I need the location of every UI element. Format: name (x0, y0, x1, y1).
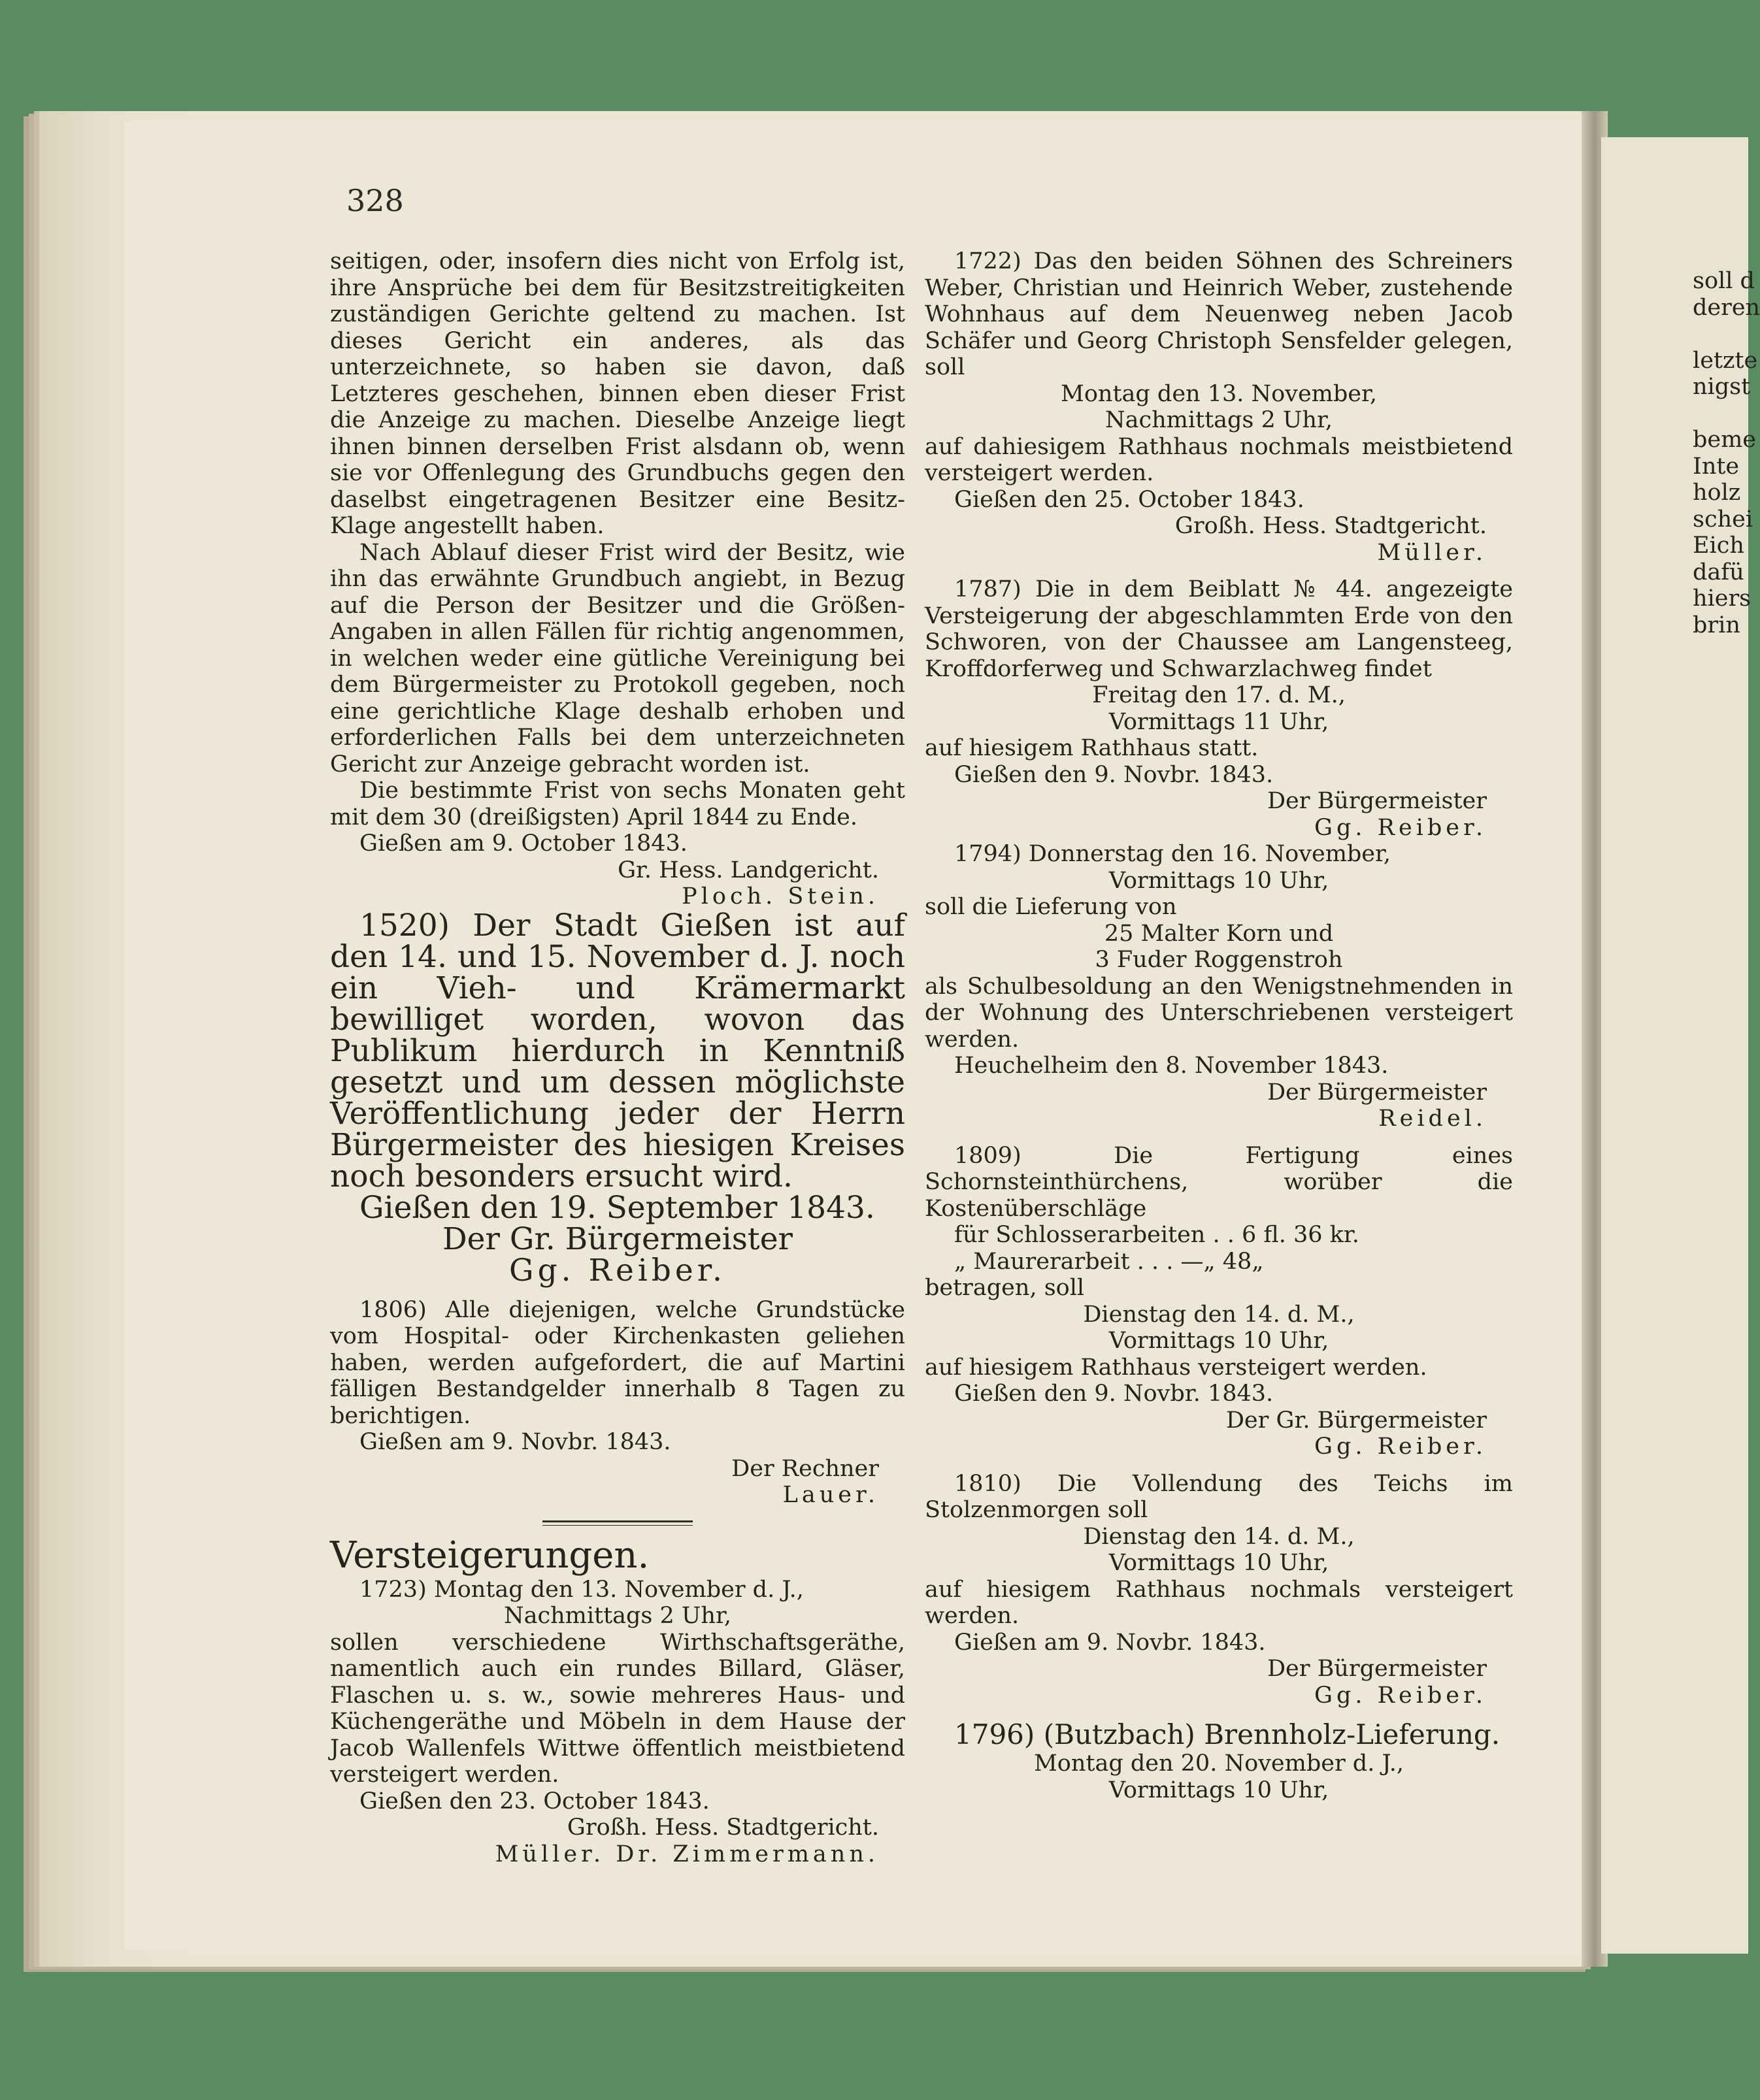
notice-time: Vormittags 10 Uhr, (1108, 1328, 1329, 1354)
notice-1787: 1787) Die in dem Beiblatt № 44. angezeigte Versteigerung der abgeschlammten Erde von den Schworen, von der Chaussee am Langensteeg, Kroffdorferweg und Schwarzlachweg findet (925, 576, 1513, 682)
notice-1796-title: 1796) (Butzbach) Brennholz-Lieferung. (954, 1718, 1501, 1750)
notice-date: Montag den 20. November d. J., (1033, 1750, 1404, 1777)
signature: Müller. (1377, 539, 1487, 566)
fragment: brin (1693, 612, 1740, 638)
paragraph: als Schulbesoldung an den Wenigstnehmenden in der Wohnung des Unterschriebenen versteigert werden. (925, 973, 1513, 1053)
signature: Der Gr. Bürgermeister (442, 1221, 793, 1257)
notice-time: Nachmittags 2 Uhr, (1105, 407, 1333, 433)
paragraph: Die bestimmte Frist von sechs Monaten geht mit dem 30 (dreißigsten) April 1844 zu Ende. (330, 778, 905, 830)
place-date: Gießen den 19. September 1843. (359, 1189, 875, 1226)
notice-1723-time: Nachmittags 2 Uhr, (504, 1603, 731, 1629)
signature: Gg. Reiber. (1314, 814, 1487, 841)
list-item: 25 Malter Korn und (1104, 920, 1334, 947)
notice-1722: 1722) Das den beiden Söhnen des Schreiners Weber, Christian und Heinrich Weber, zustehende Wohnhaus auf dem Neuenweg neben Jacob Schäfer und Georg Christoph Sensfelder gelegen, soll (925, 248, 1513, 380)
fragment: Inte (1693, 453, 1740, 480)
signature: Großh. Hess. Stadtgericht. (567, 1814, 879, 1841)
place-date: Gießen den 9. Novbr. 1843. (954, 1381, 1274, 1407)
paragraph: auf hiesigem Rathhaus statt. (925, 735, 1259, 761)
place-date: Gießen am 9. October 1843. (359, 830, 688, 857)
section-rule (542, 1520, 693, 1526)
paragraph: betragen, soll (925, 1275, 1085, 1301)
signature: Der Bürgermeister (1267, 788, 1487, 814)
cost-line: für Schlosserarbeiten . . 6 fl. 36 kr. (954, 1222, 1359, 1248)
place-date: Gießen den 25. October 1843. (954, 486, 1304, 513)
notice-1809: 1809) Die Fertigung eines Schornsteinthürchens, worüber die Kostenüberschläge (925, 1142, 1513, 1222)
signature: Gg. Reiber. (1314, 1434, 1487, 1460)
signature: Reidel. (1378, 1106, 1487, 1132)
fragment: beme (1693, 427, 1757, 453)
place-date: Heuchelheim den 8. November 1843. (954, 1053, 1389, 1079)
fragment: Eich (1693, 533, 1744, 559)
notice-1723-date: 1723) Montag den 13. November d. J., (359, 1576, 804, 1603)
cost-line: „ Maurerarbeit . . . —„ 48„ (954, 1248, 1264, 1275)
notice-date: Freitag den 17. d. M., (1092, 682, 1346, 708)
page-number: 328 (346, 183, 404, 218)
section-title: Versteigerungen. (330, 1534, 650, 1577)
notice-1520: 1520) Der Stadt Gießen ist auf den 14. und 15. November d. J. noch ein Vieh- und Krämermarkt bewilliget worden, wovon das Publikum hierdurch in Kenntniß gesetzt und um dessen möglichste Veröffentlichung jeder der Herrn Bürgermeister des hiesigen Kreises noch besonders ersucht wird. (330, 907, 905, 1194)
signature: Gg. Reiber. (1314, 1682, 1487, 1709)
notice-date: Montag den 13. November, (1061, 380, 1377, 407)
signature: Großh. Hess. Stadtgericht. (1174, 513, 1487, 539)
next-page-text-fragments (1693, 268, 1760, 638)
signature: Lauer. (782, 1482, 879, 1508)
signature: Der Bürgermeister (1267, 1656, 1487, 1682)
signature: Ploch. Stein. (682, 883, 879, 910)
paragraph: auf dahiesigem Rathhaus nochmals meistbietend versteigert werden. (925, 433, 1513, 486)
place-date: Gießen am 9. Novbr. 1843. (954, 1629, 1266, 1656)
fragment (1693, 401, 1748, 427)
fragment: deren (1693, 294, 1760, 321)
right-column (925, 248, 1513, 1803)
left-column (330, 248, 905, 1867)
notice-time: Vormittags 10 Uhr, (1108, 1777, 1329, 1803)
fragment: soll d (1693, 268, 1755, 294)
notice-date: Dienstag den 14. d. M., (1083, 1301, 1355, 1328)
signature: Der Bürgermeister (1267, 1079, 1487, 1106)
fragment: hiers (1693, 585, 1752, 612)
notice-time: Vormittags 10 Uhr, (1108, 867, 1329, 894)
notice-time: Vormittags 11 Uhr, (1108, 708, 1329, 735)
signature: Gg. Reiber. (509, 1252, 726, 1288)
place-date: Gießen den 23. October 1843. (359, 1788, 710, 1814)
notice-1723: sollen verschiedene Wirthschaftsgeräthe, namentlich auch ein rundes Billard, Gläser, Flaschen u. s. w., sowie mehreres Haus- und Küchengeräthe und Möbeln in dem Hause der Jacob Wallenfels Wittwe öffentlich meistbietend versteigert werden. (330, 1629, 905, 1788)
fragment: dafü (1693, 559, 1744, 585)
signature: Der Rechner (731, 1455, 879, 1482)
paragraph: Nach Ablauf dieser Frist wird der Besitz, wie ihn das erwähnte Grundbuch angiebt, in Bezug auf die Person der Besitzer und die Größen-Angaben in allen Fällen für richtig angenommen, in welchen weder eine gütliche Vereinigung bei dem Bürgermeister zu Protokoll gegeben, noch eine gerichtliche Klage deshalb erhoben und erforderlichen Falls bei dem unterzeichneten Gericht zur Anzeige gebracht worden ist. (330, 539, 905, 778)
fragment: nigst (1693, 374, 1751, 400)
notice-1810: 1810) Die Vollendung des Teichs im Stolzenmorgen soll (925, 1470, 1513, 1523)
paragraph: auf hiesigem Rathhaus nochmals versteigert werden. (925, 1576, 1513, 1629)
place-date: Gießen am 9. Novbr. 1843. (359, 1429, 671, 1455)
signature: Müller. Dr. Zimmermann. (495, 1841, 879, 1867)
list-item: 3 Fuder Roggenstroh (1095, 947, 1343, 973)
notice-1806: 1806) Alle diejenigen, welche Grundstücke vom Hospital- oder Kirchenkasten geliehen haben, werden aufgefordert, die auf Martini fälligen Bestandgelder innerhalb 8 Tagen zu berichtigen. (330, 1296, 905, 1429)
fragment: holz (1693, 480, 1741, 506)
signature: Der Gr. Bürgermeister (1225, 1407, 1487, 1434)
fragment (1693, 321, 1748, 348)
notice-1794: 1794) Donnerstag den 16. November, (954, 841, 1391, 867)
signature: Gr. Hess. Landgericht. (618, 857, 879, 883)
notice-time: Vormittags 10 Uhr, (1108, 1550, 1329, 1576)
paragraph: seitigen, oder, insofern dies nicht von Erfolg ist, ihre Ansprüche bei dem für Besitzstreitigkeiten zuständigen Gerichte geltend zu machen. Ist dieses Gericht ein anderes, als das unterzeichnete, so haben sie davon, daß Letzteres geschehen, binnen eben dieser Frist die Anzeige zu machen. Dieselbe Anzeige liegt ihnen binnen derselben Frist alsdann ob, wenn sie vor Offenlegung des Grundbuchs gegen den daselbst eingetragenen Besitzer eine Besitz-Klage angestellt haben. (330, 248, 905, 539)
paragraph: auf hiesigem Rathhaus versteigert werden. (925, 1354, 1427, 1381)
fragment: schei (1693, 506, 1753, 533)
fragment: letzte (1693, 347, 1758, 374)
paragraph: soll die Lieferung von (925, 894, 1177, 920)
place-date: Gießen den 9. Novbr. 1843. (954, 761, 1274, 788)
notice-date: Dienstag den 14. d. M., (1083, 1523, 1355, 1550)
